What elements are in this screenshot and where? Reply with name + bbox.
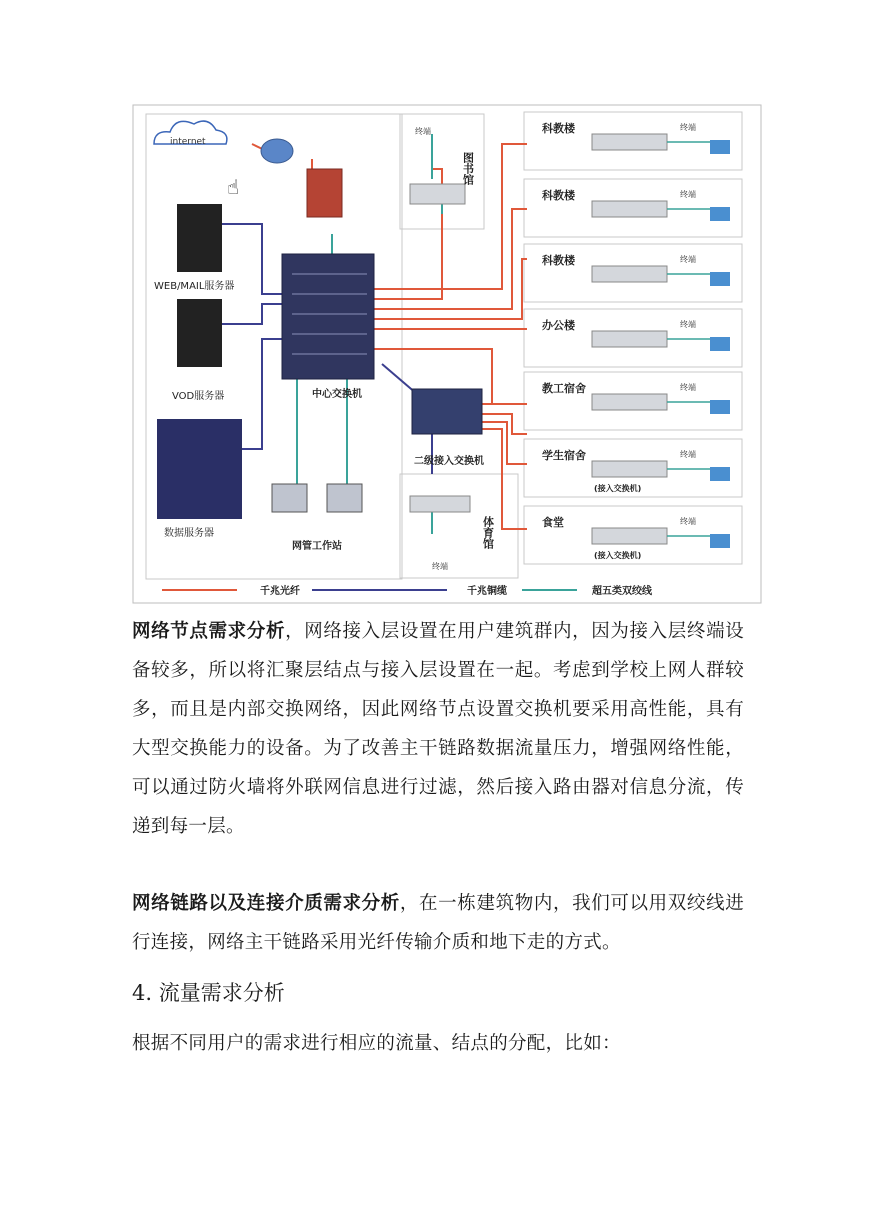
building-switch-icon-1 <box>592 201 667 217</box>
building-label-6: 食堂 <box>542 516 564 529</box>
library-label: 图书馆 <box>461 152 475 185</box>
web-server-icon <box>177 204 222 272</box>
l2-switch-icon <box>412 389 482 434</box>
library-switch-icon <box>410 184 465 204</box>
building-terminal-label-6: 终端 <box>680 517 696 526</box>
p1-rest: ，网络接入层设置在用户建筑群内，因为接入层终端设备较多，所以将汇聚层结点与接入层设置在一起。考虑到学校上网人群较多，而且是内部交换网络，因此网络节点设置交换机要采用高性能，具有大型交换能力的设备。为了改善主干链路数据流量压力，增强网络性能，可以通过防火墙将外联网信息进行过滤，然后接入路由器对信息分流，传递到每一层。 <box>132 621 745 837</box>
building-terminal-label-5: 终端 <box>680 450 696 459</box>
building-label-0: 科教楼 <box>542 122 575 135</box>
p2-bold: 网络链路以及连接介质需求分析 <box>132 893 400 914</box>
legend-fiber: 千兆光纤 <box>260 586 300 597</box>
workstation-icon-1 <box>272 484 307 512</box>
core-switch-icon <box>282 254 374 379</box>
building-terminal-label-1: 终端 <box>680 190 696 199</box>
p2-rest: ，在一栋建筑物内，我们可以用双绞线进行连接，网络主干链路采用光纤传输介质和地下走的方式。 <box>132 893 745 953</box>
paragraph-node-analysis <box>132 612 744 846</box>
building-terminal-label-3: 终端 <box>680 320 696 329</box>
building-label-1: 科教楼 <box>542 189 575 202</box>
workstation-label: 网管工作站 <box>292 541 342 552</box>
legend-copper: 千兆铜缆 <box>467 586 507 597</box>
building-switch-icon-4 <box>592 394 667 410</box>
workstation-icon-2 <box>327 484 362 512</box>
l2-switch-label: 二级接入交换机 <box>414 456 484 467</box>
building-switch-icon-0 <box>592 134 667 150</box>
terminal-pc-icon-4 <box>710 400 730 414</box>
access-switch-label-5: (接入交换机) <box>594 484 642 493</box>
p1-bold: 网络节点需求分析 <box>132 621 286 642</box>
gym-label: 体育馆 <box>481 516 495 549</box>
building-switch-icon-6 <box>592 528 667 544</box>
network-topology-diagram <box>132 104 762 604</box>
core-switch-label: 中心交换机 <box>312 389 362 400</box>
library-terminal-label: 终端 <box>415 127 431 136</box>
web-server-label: WEB/MAIL服务器 <box>154 281 235 292</box>
building-label-3: 办公楼 <box>542 319 575 332</box>
vod-server-label: VOD服务器 <box>172 391 225 402</box>
building-terminal-label-0: 终端 <box>680 123 696 132</box>
section-heading: 4. 流量需求分析 <box>132 981 285 1005</box>
gym-terminal-label: 终端 <box>432 562 448 571</box>
data-server-icon <box>157 419 242 519</box>
firewall-icon <box>307 169 342 217</box>
building-switch-icon-5 <box>592 461 667 477</box>
gym-switch-icon <box>410 496 470 512</box>
building-terminal-label-4: 终端 <box>680 383 696 392</box>
paragraph-traffic: 根据不同用户的需求进行相应的流量、结点的分配，比如： <box>132 1033 621 1054</box>
legend-twisted: 超五类双绞线 <box>592 586 652 597</box>
terminal-pc-icon-1 <box>710 207 730 221</box>
terminal-pc-icon-2 <box>710 272 730 286</box>
terminal-pc-icon-5 <box>710 467 730 481</box>
access-switch-label-6: (接入交换机) <box>594 551 642 560</box>
building-label-4: 教工宿舍 <box>542 382 586 395</box>
internet-label: internet <box>170 137 206 147</box>
terminal-pc-icon-3 <box>710 337 730 351</box>
building-terminal-label-2: 终端 <box>680 255 696 264</box>
terminal-pc-icon-0 <box>710 140 730 154</box>
vod-server-icon <box>177 299 222 367</box>
building-switch-icon-3 <box>592 331 667 347</box>
paragraph-link-analysis <box>132 884 744 962</box>
router-icon <box>261 139 293 163</box>
building-switch-icon-2 <box>592 266 667 282</box>
hand-icon: ☝ <box>227 175 240 199</box>
building-label-2: 科教楼 <box>542 254 575 267</box>
terminal-pc-icon-6 <box>710 534 730 548</box>
building-label-5: 学生宿舍 <box>542 449 586 462</box>
data-server-label: 数据服务器 <box>164 528 214 539</box>
